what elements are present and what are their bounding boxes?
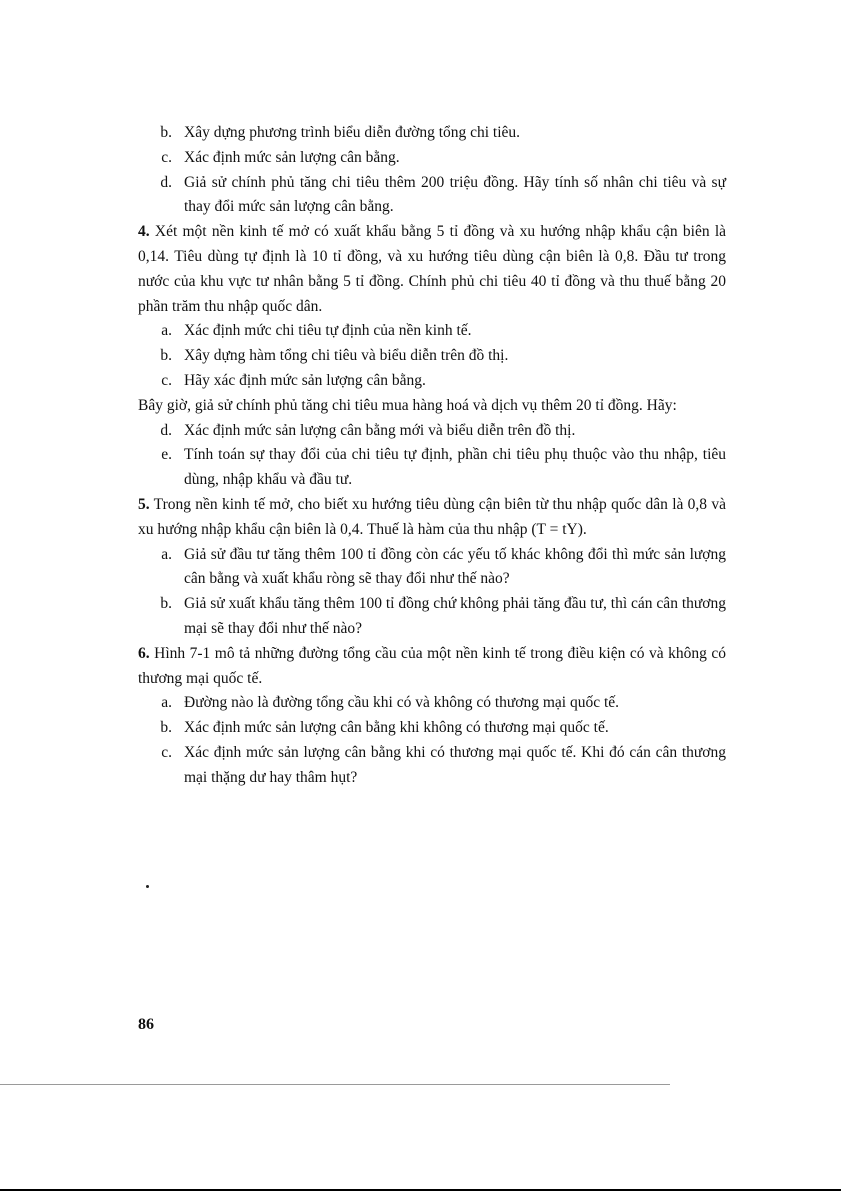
question-5 [138, 493, 726, 543]
item-label: b. [160, 124, 172, 141]
list-item [148, 592, 726, 642]
page-number: 86 [138, 1016, 154, 1033]
list-item [148, 171, 726, 221]
item-text: Hãy xác định mức sản lượng cân bằng. [184, 371, 426, 389]
item-text: Giả sử đầu tư tăng thêm 100 tỉ đồng còn các yếu tố khác không đổi thì mức sản lượng cân bằng và xuất khẩu ròng sẽ thay đổi như thế nào? [184, 545, 726, 588]
item-label: b. [160, 595, 172, 613]
question-text: Trong nền kinh tế mở, cho biết xu hướng tiêu dùng cận biên từ thu nhập quốc dân là 0,8 và xu hướng nhập khẩu cận biên là 0,4. Thuế là hàm của thu nhập (T = tY). [138, 495, 726, 538]
item-label: c. [161, 148, 172, 166]
item-label: b. [160, 719, 172, 737]
list-item [148, 543, 726, 593]
item-text: Tính toán sự thay đổi của chi tiêu tự định, phần chi tiêu phụ thuộc vào thu nhập, tiêu dùng, nhập khẩu và đầu tư. [184, 446, 726, 489]
list-item [148, 121, 726, 146]
item-text: Xác định mức chi tiêu tự định của nền kinh tế. [184, 322, 472, 340]
list-item [148, 344, 726, 369]
item-text: Xây dựng hàm tổng chi tiêu và biểu diễn trên đồ thị. [184, 347, 509, 365]
question-4 [138, 220, 726, 319]
page-body [138, 121, 726, 791]
paragraph: Bây giờ, giả sử chính phủ tăng chi tiêu mua hàng hoá và dịch vụ thêm 20 tỉ đồng. Hãy: [138, 396, 677, 414]
list-item [148, 691, 726, 716]
question-6 [138, 642, 726, 692]
list-item [148, 319, 726, 344]
item-label: c. [161, 743, 172, 761]
list-item [148, 419, 726, 444]
item-label: d. [160, 173, 172, 191]
list-item [148, 716, 726, 741]
list-item [148, 146, 726, 171]
question-text: Xét một nền kinh tế mở có xuất khẩu bằng 5 tỉ đồng và xu hướng nhập khẩu cận biên là 0,14. Tiêu dùng tự định là 10 tỉ đồng, và xu hướng tiêu dùng cận biên là 0,8. Đầu tư trong nước của khu vực tư nhân bằng 5 tỉ đồng. Chính phủ chi tiêu 40 tỉ đồng và thu thuế bằng 20 phần trăm thu nhập quốc dân. [138, 223, 727, 315]
item-label: e. [161, 446, 172, 464]
item-text: Xây dựng phương trình biểu diễn đường tổng chi tiêu. [184, 124, 521, 141]
footer-rule [0, 1084, 670, 1085]
item-text: Giả sử xuất khẩu tăng thêm 100 tỉ đồng chứ không phải tăng đầu tư, thì cán cân thương mại sẽ thay đổi như thế nào? [184, 595, 726, 637]
item-label: b. [160, 347, 172, 365]
item-text: Xác định mức sản lượng cân bằng mới và biểu diễn trên đồ thị. [184, 421, 576, 439]
item-text: Xác định mức sản lượng cân bằng khi có thương mại quốc tế. Khi đó cán cân thương mại thặng dư hay thâm hụt? [184, 743, 726, 786]
question-text: Hình 7-1 mô tả những đường tổng cầu của một nền kinh tế trong điều kiện có và không có thương mại quốc tế. [138, 644, 726, 687]
item-text: Xác định mức sản lượng cân bằng khi không có thương mại quốc tế. [184, 719, 609, 737]
item-label: a. [161, 322, 172, 340]
list-item [148, 369, 726, 394]
item-label: a. [161, 694, 172, 712]
question-number: 4. [138, 223, 150, 241]
item-text: Giả sử chính phủ tăng chi tiêu thêm 200 triệu đồng. Hãy tính số nhân chi tiêu và sự thay đổi mức sản lượng cân bằng. [184, 173, 726, 216]
speck-mark [146, 885, 149, 888]
item-label: a. [161, 545, 172, 563]
question-number: 6. [138, 644, 150, 662]
item-label: d. [160, 421, 172, 439]
question-number: 5. [138, 495, 150, 513]
item-label: c. [161, 371, 172, 389]
item-text: Đường nào là đường tổng cầu khi có và không có thương mại quốc tế. [184, 694, 620, 712]
list-item [148, 741, 726, 791]
list-item [148, 443, 726, 493]
item-text: Xác định mức sản lượng cân bằng. [184, 148, 400, 166]
